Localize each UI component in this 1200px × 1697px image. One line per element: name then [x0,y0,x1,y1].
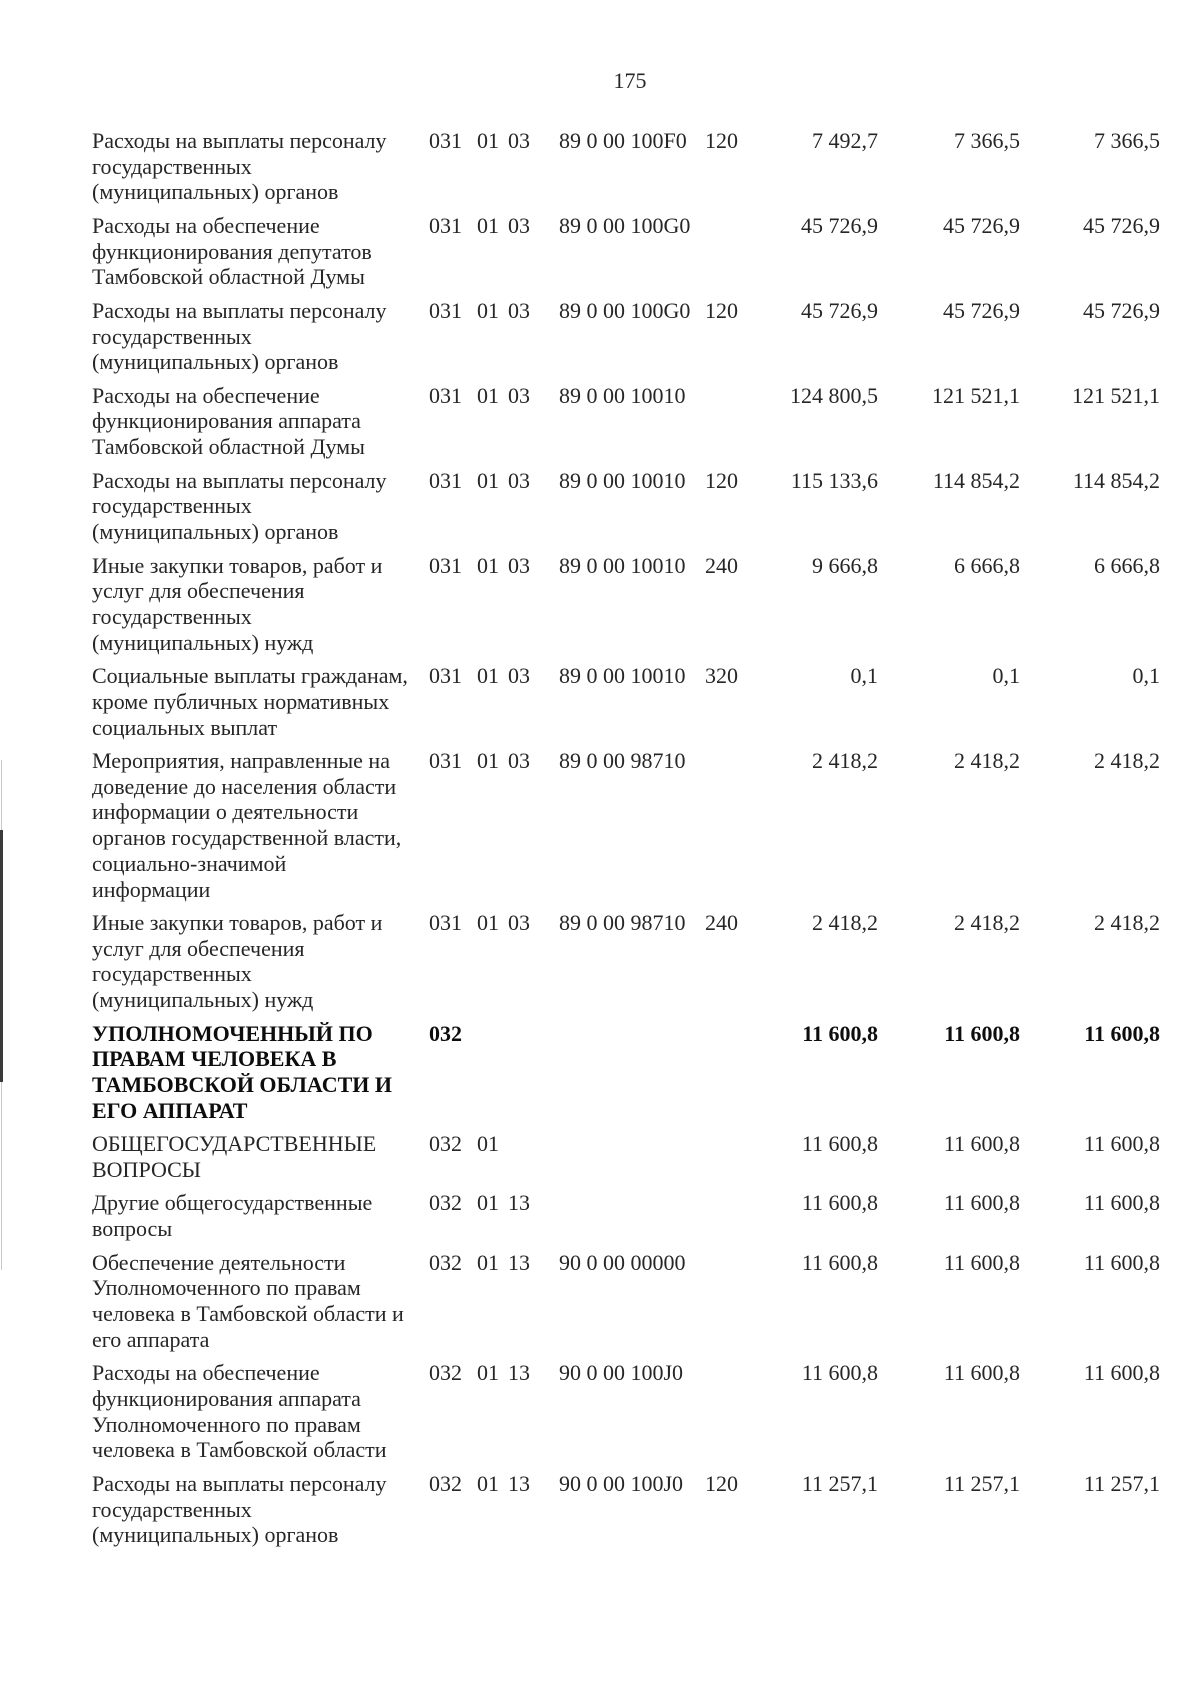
code-expense-type: 320 [705,663,738,689]
code-subsection: 13 [508,1470,530,1496]
row-name-line: ПРАВАМ ЧЕЛОВЕКА В [92,1046,337,1072]
code-subsection: 03 [508,212,530,238]
row-name-line: государственных [92,323,252,349]
row-name [92,213,429,290]
code-target-article: 89 0 00 10010 [559,552,686,578]
code-subsection: 03 [508,552,530,578]
row-name [92,298,429,375]
row-name-line: Социальные выплаты гражданам, [92,663,408,689]
code-target-article: 89 0 00 10010 [559,467,686,493]
code-section: 01 [477,128,499,153]
table-row [0,213,1200,298]
code-target-article: 89 0 00 100F0 [559,128,687,153]
code-department: 031 [429,748,462,774]
code-department: 032 [429,1020,462,1046]
code-target-article: 90 0 00 100J0 [559,1470,684,1496]
amount-col-1: 2 418,2 [812,748,878,774]
row-name-line: (муниципальных) нужд [92,987,314,1013]
amount-col-1: 9 666,8 [812,552,878,578]
table-row [0,748,1200,910]
code-department: 031 [429,663,462,689]
row-name-line: услуг для обеспечения [92,935,305,961]
code-department: 032 [429,1190,462,1216]
code-department: 031 [429,552,462,578]
code-section: 01 [477,212,499,238]
code-department: 031 [429,297,462,323]
code-subsection: 03 [508,748,530,774]
page-number: 175 [613,68,647,93]
code-target-article: 89 0 00 100G0 [559,297,691,323]
amount-col-2: 2 418,2 [954,910,1020,936]
code-expense-type: 120 [705,297,738,323]
row-name [92,1471,429,1548]
amount-col-1: 2 418,2 [812,910,878,936]
amount-col-2: 45 726,9 [943,212,1020,238]
amount-col-1: 115 133,6 [790,467,878,493]
row-name-line: государственных [92,961,252,987]
table-row [0,1131,1200,1190]
row-name-line: государственных [92,493,252,519]
amount-col-3: 45 726,9 [1083,297,1160,323]
row-name [92,1360,429,1463]
code-subsection: 13 [508,1249,530,1275]
code-expense-type: 240 [705,910,738,936]
row-name [92,663,429,740]
amount-col-1: 124 800,5 [790,382,878,408]
table-row [0,1250,1200,1361]
amount-col-3: 11 600,8 [1083,1360,1160,1386]
table-row [0,1471,1200,1556]
code-department: 032 [429,1249,462,1275]
amount-col-1: 7 492,7 [812,128,878,153]
row-name-line: УПОЛНОМОЧЕННЫЙ ПО [92,1020,373,1046]
row-name-line: (муниципальных) органов [92,179,339,205]
amount-col-3: 11 600,8 [1083,1190,1160,1216]
code-department: 031 [429,467,462,493]
code-subsection: 03 [508,663,530,689]
code-target-article: 89 0 00 98710 [559,910,686,936]
row-name-line: Мероприятия, направленные на [92,748,390,774]
row-name-line: Расходы на выплаты персоналу [92,1470,387,1496]
row-name [92,1250,429,1353]
table-row [0,468,1200,553]
amount-col-1: 11 600,8 [801,1131,878,1157]
row-name-line: Тамбовской областной Думы [92,264,365,290]
row-name-line: государственных [92,153,252,179]
amount-col-1: 45 726,9 [801,212,878,238]
code-subsection: 03 [508,128,530,153]
code-section: 01 [477,297,499,323]
code-target-article: 89 0 00 100G0 [559,212,691,238]
row-name-line: Тамбовской областной Думы [92,434,365,460]
code-department: 031 [429,128,462,153]
code-section: 01 [477,382,499,408]
row-name [92,1190,429,1241]
code-section: 01 [477,910,499,936]
budget-table [0,128,1200,1556]
code-department: 032 [429,1470,462,1496]
code-expense-type: 120 [705,1470,738,1496]
row-name-line: кроме публичных нормативных [92,688,390,714]
table-row [0,298,1200,383]
amount-col-2: 11 600,8 [944,1020,1020,1046]
amount-col-3: 121 521,1 [1072,382,1160,408]
table-row [0,1190,1200,1249]
row-name-line: государственных [92,1496,252,1522]
row-name-line: функционирования аппарата [92,1386,361,1411]
row-name-line: Уполномоченного по правам [92,1275,361,1301]
row-name-line: Расходы на обеспечение [92,382,320,408]
row-name [92,910,429,1013]
amount-col-1: 11 600,8 [801,1249,878,1275]
row-name-line: государственных [92,603,252,629]
code-department: 032 [429,1131,462,1157]
code-section: 01 [477,1249,499,1275]
amount-col-2: 11 600,8 [943,1131,1020,1157]
row-name-line: Уполномоченного по правам [92,1411,361,1437]
row-name-line: Другие общегосударственные [92,1190,373,1216]
row-name [92,553,429,656]
amount-col-3: 45 726,9 [1083,212,1160,238]
code-target-article: 89 0 00 10010 [559,382,686,408]
row-name-line: (муниципальных) нужд [92,629,314,655]
code-subsection: 03 [508,297,530,323]
amount-col-3: 11 600,8 [1083,1131,1160,1157]
amount-col-2: 11 600,8 [943,1360,1020,1386]
row-name-line: информации [92,876,211,902]
table-row [0,1360,1200,1471]
code-department: 032 [429,1360,462,1386]
row-name-line: ОБЩЕГОСУДАРСТВЕННЫЕ [92,1131,377,1157]
amount-col-3: 2 418,2 [1094,748,1160,774]
row-name-line: социальных выплат [92,714,278,740]
row-name-line: Расходы на выплаты персоналу [92,467,387,493]
amount-col-3: 0,1 [1132,663,1160,689]
row-name-line: информации о деятельности [92,799,359,825]
row-name [92,748,429,902]
code-target-article: 89 0 00 10010 [559,663,686,689]
amount-col-2: 45 726,9 [943,297,1020,323]
row-name-line: доведение до населения области [92,773,397,799]
table-row [0,663,1200,748]
table-row [0,383,1200,468]
row-name-line: (муниципальных) органов [92,1522,339,1548]
row-name [92,1131,429,1182]
row-name-line: ТАМБОВСКОЙ ОБЛАСТИ И [92,1072,393,1098]
code-subsection: 03 [508,382,530,408]
amount-col-1: 11 600,8 [801,1190,878,1216]
code-target-article: 90 0 00 100J0 [559,1360,684,1386]
amount-col-3: 7 366,5 [1094,128,1160,153]
amount-col-2: 11 600,8 [943,1249,1020,1275]
code-target-article: 90 0 00 00000 [559,1249,686,1275]
code-section: 01 [477,1360,499,1386]
code-department: 031 [429,382,462,408]
row-name-line: услуг для обеспечения [92,578,305,604]
row-name [92,383,429,460]
amount-col-1: 11 600,8 [801,1360,878,1386]
amount-col-2: 121 521,1 [932,382,1020,408]
amount-col-3: 114 854,2 [1072,467,1160,493]
code-section: 01 [477,1190,499,1216]
row-name-line: функционирования аппарата [92,408,361,434]
row-name-line: ВОПРОСЫ [92,1156,201,1182]
row-name [92,128,429,205]
code-section: 01 [477,467,499,493]
row-name-line: человека в Тамбовской области [92,1437,387,1463]
table-row [0,910,1200,1021]
amount-col-2: 11 257,1 [943,1470,1020,1496]
amount-col-3: 6 666,8 [1094,552,1160,578]
row-name-line: Иные закупки товаров, работ и [92,910,383,936]
amount-col-2: 0,1 [992,663,1020,689]
amount-col-1: 11 600,8 [802,1020,878,1046]
code-subsection: 13 [508,1190,530,1216]
row-name-line: его аппарата [92,1326,210,1352]
row-name [92,1021,429,1124]
code-expense-type: 120 [705,467,738,493]
code-subsection: 03 [508,910,530,936]
row-name-line: функционирования депутатов [92,238,372,264]
row-name [92,468,429,545]
row-name-line: Расходы на обеспечение [92,212,320,238]
amount-col-2: 114 854,2 [932,467,1020,493]
row-name-line: Расходы на выплаты персоналу [92,128,387,153]
code-section: 01 [477,1131,499,1157]
code-section: 01 [477,552,499,578]
amount-col-2: 11 600,8 [943,1190,1020,1216]
code-expense-type: 240 [705,552,738,578]
table-row [0,553,1200,664]
amount-col-2: 6 666,8 [954,552,1020,578]
code-section: 01 [477,1470,499,1496]
code-section: 01 [477,748,499,774]
row-name-line: ЕГО АППАРАТ [92,1097,248,1123]
table-row [0,128,1200,213]
code-subsection: 13 [508,1360,530,1386]
row-name-line: органов государственной власти, [92,825,402,851]
amount-col-1: 45 726,9 [801,297,878,323]
row-name-line: Расходы на обеспечение [92,1360,320,1386]
amount-col-1: 11 257,1 [801,1470,878,1496]
amount-col-3: 2 418,2 [1094,910,1160,936]
code-department: 031 [429,212,462,238]
row-name-line: (муниципальных) органов [92,519,339,545]
code-target-article: 89 0 00 98710 [559,748,686,774]
row-name-line: Расходы на выплаты персоналу [92,297,387,323]
amount-col-2: 7 366,5 [954,128,1020,153]
row-name-line: (муниципальных) органов [92,349,339,375]
amount-col-3: 11 600,8 [1084,1020,1160,1046]
row-name-line: вопросы [92,1216,173,1242]
row-name-line: Обеспечение деятельности [92,1249,346,1275]
code-section: 01 [477,663,499,689]
amount-col-3: 11 257,1 [1083,1470,1160,1496]
row-name-line: человека в Тамбовской области и [92,1301,404,1327]
code-department: 031 [429,910,462,936]
code-expense-type: 120 [705,128,738,153]
table-row-heading [0,1021,1200,1132]
amount-col-1: 0,1 [850,663,878,689]
amount-col-3: 11 600,8 [1083,1249,1160,1275]
row-name-line: Иные закупки товаров, работ и [92,552,383,578]
amount-col-2: 2 418,2 [954,748,1020,774]
row-name-line: социально-значимой [92,850,287,876]
code-subsection: 03 [508,467,530,493]
